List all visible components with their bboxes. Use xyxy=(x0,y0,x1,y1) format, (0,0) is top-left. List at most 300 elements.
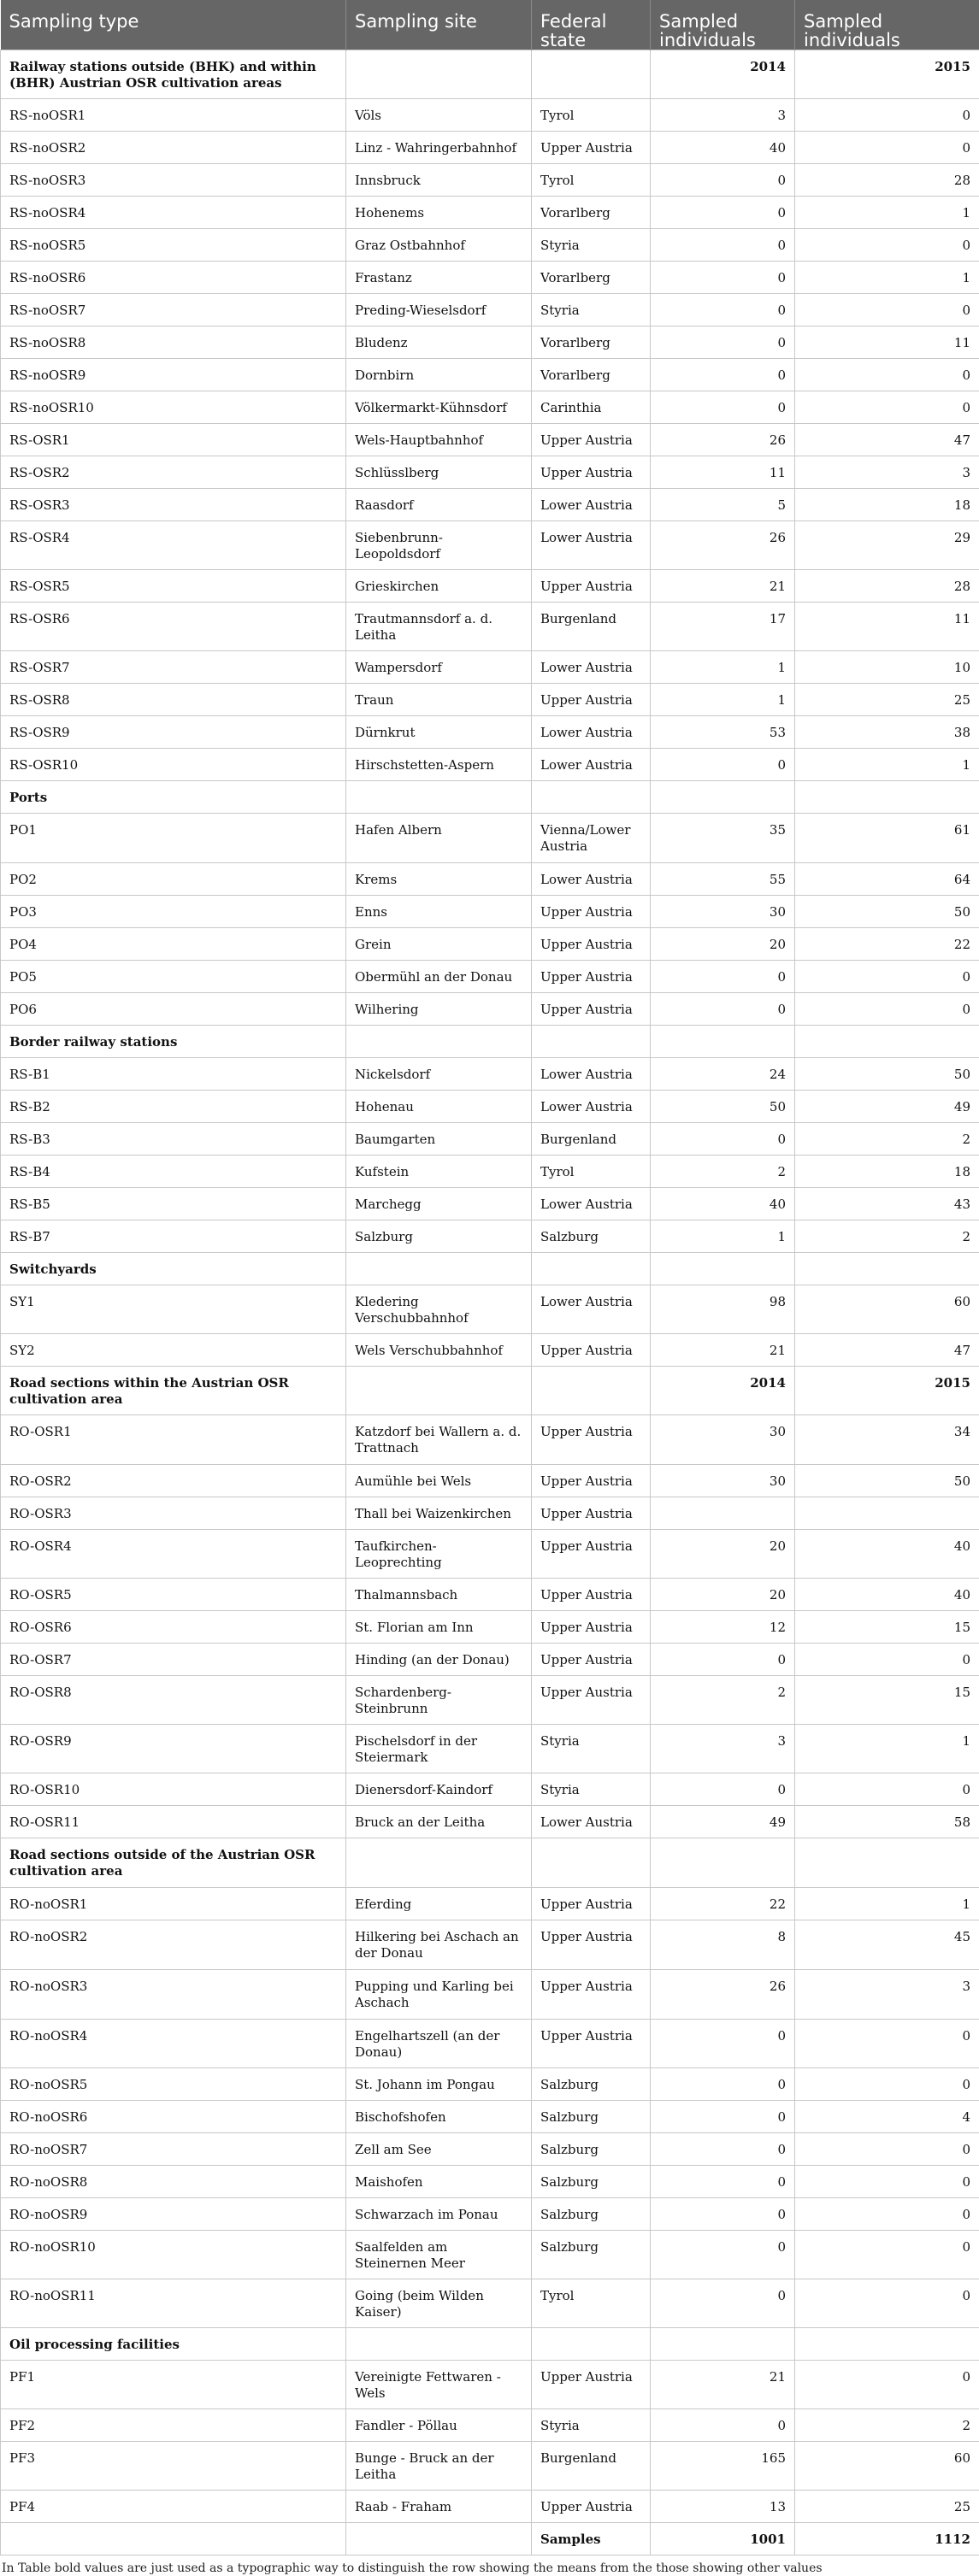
section-row xyxy=(1,2328,979,2361)
header-row xyxy=(1,0,979,50)
federal-state-cell: Upper Austria xyxy=(532,961,651,993)
section-row xyxy=(1,1838,979,1888)
sampling-type-cell: RO-OSR7 xyxy=(1,1644,346,1676)
sampling-site-cell: Trautmannsdorf a. d. Leitha xyxy=(346,603,532,651)
sampling-site-cell: Pupping und Karling bei Aschach xyxy=(346,1970,532,2020)
sampling-site-cell: Bischofshofen xyxy=(346,2101,532,2133)
count-2014-cell: 26 xyxy=(651,521,795,570)
sampling-type-cell: RS-OSR3 xyxy=(1,489,346,521)
count-2015-cell: 3 xyxy=(795,1970,979,2020)
sampling-type-cell: RO-OSR6 xyxy=(1,1611,346,1644)
federal-state-cell: Upper Austria xyxy=(532,1497,651,1530)
count-2015-cell: 64 xyxy=(795,863,979,896)
sampling-site-cell: Grein xyxy=(346,928,532,961)
table-row xyxy=(1,651,979,684)
table-row xyxy=(1,896,979,928)
count-2015-cell: 0 xyxy=(795,2198,979,2231)
table-row xyxy=(1,716,979,749)
sampling-type-cell: RS-OSR1 xyxy=(1,424,346,456)
table-row xyxy=(1,197,979,229)
federal-state-cell: Lower Austria xyxy=(532,749,651,781)
count-2015-cell: 2 xyxy=(795,1220,979,1253)
federal-state-cell: Burgenland xyxy=(532,1123,651,1156)
count-2014-cell: 53 xyxy=(651,716,795,749)
table-row xyxy=(1,1415,979,1465)
count-2015-cell: 0 xyxy=(795,2068,979,2101)
sampling-site-cell: Dienersdorf-Kaindorf xyxy=(346,1773,532,1806)
federal-state-cell: Vienna/Lower Austria xyxy=(532,814,651,863)
sampling-site-cell: Baumgarten xyxy=(346,1123,532,1156)
sampling-site-cell xyxy=(346,781,532,814)
count-2015-cell: 47 xyxy=(795,424,979,456)
federal-state-cell: Samples xyxy=(532,2523,651,2555)
count-2015-cell: 0 xyxy=(795,2020,979,2068)
count-2015-cell: 40 xyxy=(795,1579,979,1611)
federal-state-cell xyxy=(532,2328,651,2361)
count-2015-cell: 1 xyxy=(795,1725,979,1773)
sampling-type-cell: RS-OSR5 xyxy=(1,570,346,603)
count-2015-cell: 43 xyxy=(795,1188,979,1220)
count-2015-cell: 1 xyxy=(795,1888,979,1920)
sampling-site-cell: Dürnkrut xyxy=(346,716,532,749)
count-2014-cell xyxy=(651,1026,795,1058)
count-2015-cell: 22 xyxy=(795,928,979,961)
table-row xyxy=(1,1970,979,2020)
federal-state-cell: Lower Austria xyxy=(532,489,651,521)
sampling-site-cell: Hilkering bei Aschach an der Donau xyxy=(346,1920,532,1970)
federal-state-cell: Upper Austria xyxy=(532,1970,651,2020)
sampling-site-cell: Dornbirn xyxy=(346,359,532,391)
sampling-site-cell: Obermühl an der Donau xyxy=(346,961,532,993)
count-2015-cell xyxy=(795,1838,979,1888)
section-row xyxy=(1,50,979,99)
count-2014-cell: 1 xyxy=(651,1220,795,1253)
table-row xyxy=(1,1773,979,1806)
section-row xyxy=(1,1367,979,1415)
federal-state-cell: Burgenland xyxy=(532,603,651,651)
sampling-site-cell: Going (beim Wilden Kaiser) xyxy=(346,2279,532,2328)
count-2015-cell: 50 xyxy=(795,896,979,928)
table-row xyxy=(1,489,979,521)
federal-state-cell: Lower Austria xyxy=(532,1806,651,1838)
sampling-type-cell: RS-OSR6 xyxy=(1,603,346,651)
sampling-site-cell: Kufstein xyxy=(346,1156,532,1188)
federal-state-cell: Salzburg xyxy=(532,2231,651,2279)
count-2014-cell: 50 xyxy=(651,1091,795,1123)
sampling-site-cell xyxy=(346,1838,532,1888)
count-2014-cell: 0 xyxy=(651,1773,795,1806)
count-2014-cell: 30 xyxy=(651,1465,795,1497)
count-2014-cell: 0 xyxy=(651,2409,795,2442)
count-2014-cell: 21 xyxy=(651,570,795,603)
section-row xyxy=(1,1026,979,1058)
sampling-type-cell: RS-noOSR7 xyxy=(1,294,346,326)
sampling-type-cell: Road sections within the Austrian OSR cultivation area xyxy=(1,1367,346,1415)
table-row xyxy=(1,2068,979,2101)
table-row xyxy=(1,1188,979,1220)
table-row xyxy=(1,326,979,359)
federal-state-cell: Upper Austria xyxy=(532,1465,651,1497)
sampling-site-cell: Katzdorf bei Wallern a. d. Trattnach xyxy=(346,1415,532,1465)
sampling-type-cell: RS-noOSR4 xyxy=(1,197,346,229)
table-row xyxy=(1,2198,979,2231)
sampling-site-cell: Linz - Wahringerbahnhof xyxy=(346,132,532,164)
federal-state-cell: Upper Austria xyxy=(532,2491,651,2523)
federal-state-cell: Vorarlberg xyxy=(532,326,651,359)
sampling-site-cell xyxy=(346,1253,532,1285)
count-2015-cell: 60 xyxy=(795,2442,979,2491)
count-2014-cell: 40 xyxy=(651,1188,795,1220)
count-2014-cell: 1 xyxy=(651,684,795,716)
table-row xyxy=(1,1465,979,1497)
sampling-site-cell: Eferding xyxy=(346,1888,532,1920)
sampling-type-cell: PF3 xyxy=(1,2442,346,2491)
sampling-site-cell: Wampersdorf xyxy=(346,651,532,684)
sampling-site-cell: Preding-Wieselsdorf xyxy=(346,294,532,326)
sampling-site-cell: Thalmannsbach xyxy=(346,1579,532,1611)
table-row xyxy=(1,814,979,863)
sampling-type-cell: RS-B2 xyxy=(1,1091,346,1123)
table-header xyxy=(1,0,979,50)
count-2014-cell: 0 xyxy=(651,197,795,229)
count-2014-cell: 24 xyxy=(651,1058,795,1091)
count-2014-cell: 165 xyxy=(651,2442,795,2491)
table-row xyxy=(1,2361,979,2409)
sampling-type-cell: Railway stations outside (BHK) and within (BHR) Austrian OSR cultivation areas xyxy=(1,50,346,99)
count-2014-cell: 8 xyxy=(651,1920,795,1970)
federal-state-cell: Vorarlberg xyxy=(532,359,651,391)
sampling-site-cell: St. Florian am Inn xyxy=(346,1611,532,1644)
table-row xyxy=(1,684,979,716)
count-2014-cell: 11 xyxy=(651,456,795,489)
count-2014-cell: 20 xyxy=(651,1530,795,1579)
count-2015-cell: 0 xyxy=(795,359,979,391)
sampling-site-cell: Völs xyxy=(346,99,532,132)
table-row xyxy=(1,521,979,570)
count-2014-cell: 35 xyxy=(651,814,795,863)
sampling-type-cell: Oil processing facilities xyxy=(1,2328,346,2361)
count-2014-cell: 0 xyxy=(651,961,795,993)
count-2015-cell: 0 xyxy=(795,99,979,132)
count-2014-cell: 0 xyxy=(651,359,795,391)
count-2015-cell: 49 xyxy=(795,1091,979,1123)
federal-state-cell xyxy=(532,1367,651,1415)
sampling-site-cell: Frastanz xyxy=(346,262,532,294)
sampling-type-cell: RS-OSR4 xyxy=(1,521,346,570)
table-row xyxy=(1,993,979,1026)
count-2014-cell: 0 xyxy=(651,262,795,294)
sampling-site-cell: Wels Verschubbahnhof xyxy=(346,1334,532,1367)
table-row xyxy=(1,164,979,197)
table-row xyxy=(1,2442,979,2491)
count-2014-cell: 0 xyxy=(651,294,795,326)
count-2014-cell: 13 xyxy=(651,2491,795,2523)
federal-state-cell: Tyrol xyxy=(532,164,651,197)
count-2014-cell: 49 xyxy=(651,1806,795,1838)
table-row xyxy=(1,1806,979,1838)
sampling-site-cell: Bruck an der Leitha xyxy=(346,1806,532,1838)
count-2014-cell: 0 xyxy=(651,164,795,197)
count-2014-cell: 1001 xyxy=(651,2523,795,2555)
federal-state-cell: Lower Austria xyxy=(532,651,651,684)
table-row xyxy=(1,961,979,993)
count-2014-cell: 22 xyxy=(651,1888,795,1920)
sampling-type-cell: PO2 xyxy=(1,863,346,896)
sampling-type-cell: PO1 xyxy=(1,814,346,863)
count-2015-cell: 29 xyxy=(795,521,979,570)
count-2015-cell: 15 xyxy=(795,1611,979,1644)
sampling-site-cell: Krems xyxy=(346,863,532,896)
sampling-site-cell: Bludenz xyxy=(346,326,532,359)
table-row xyxy=(1,1058,979,1091)
table-row xyxy=(1,1579,979,1611)
count-2014-cell: 2014 xyxy=(651,1367,795,1415)
count-2015-cell: 18 xyxy=(795,1156,979,1188)
sampling-site-cell: Zell am See xyxy=(346,2133,532,2166)
sampling-site-cell xyxy=(346,50,532,99)
sampling-type-cell: RS-noOSR10 xyxy=(1,391,346,424)
count-2014-cell: 0 xyxy=(651,2020,795,2068)
table-row xyxy=(1,1123,979,1156)
count-2015-cell: 2 xyxy=(795,1123,979,1156)
sampling-type-cell: SY1 xyxy=(1,1285,346,1334)
sampling-site-cell: Salzburg xyxy=(346,1220,532,1253)
count-2014-cell: 0 xyxy=(651,2279,795,2328)
table-body xyxy=(1,50,979,2555)
sampling-type-cell: RO-noOSR4 xyxy=(1,2020,346,2068)
section-row xyxy=(1,781,979,814)
count-2015-cell: 10 xyxy=(795,651,979,684)
federal-state-cell: Vorarlberg xyxy=(532,197,651,229)
sampling-site-cell: Grieskirchen xyxy=(346,570,532,603)
sampling-type-cell: RO-noOSR2 xyxy=(1,1920,346,1970)
sampling-type-cell: Border railway stations xyxy=(1,1026,346,1058)
federal-state-cell: Lower Austria xyxy=(532,716,651,749)
count-2015-cell: 50 xyxy=(795,1058,979,1091)
count-2014-cell: 0 xyxy=(651,2101,795,2133)
sampling-type-cell: RO-noOSR1 xyxy=(1,1888,346,1920)
count-2014-cell xyxy=(651,1497,795,1530)
federal-state-cell: Upper Austria xyxy=(532,424,651,456)
table-row xyxy=(1,132,979,164)
federal-state-cell: Salzburg xyxy=(532,1220,651,1253)
count-2015-cell: 47 xyxy=(795,1334,979,1367)
sampling-site-cell: Wilhering xyxy=(346,993,532,1026)
sampling-type-cell: RS-B1 xyxy=(1,1058,346,1091)
table-row xyxy=(1,749,979,781)
sampling-type-cell: RS-noOSR2 xyxy=(1,132,346,164)
sampling-type-cell: RS-OSR10 xyxy=(1,749,346,781)
sampling-type-cell: RO-OSR10 xyxy=(1,1773,346,1806)
count-2015-cell: 2 xyxy=(795,2409,979,2442)
count-2014-cell: 98 xyxy=(651,1285,795,1334)
table-row xyxy=(1,391,979,424)
sampling-type-cell: RS-noOSR8 xyxy=(1,326,346,359)
section-row xyxy=(1,1253,979,1285)
count-2015-cell: 58 xyxy=(795,1806,979,1838)
federal-state-cell: Upper Austria xyxy=(532,993,651,1026)
federal-state-cell: Upper Austria xyxy=(532,1676,651,1725)
count-2014-cell: 0 xyxy=(651,2231,795,2279)
federal-state-cell: Upper Austria xyxy=(532,570,651,603)
count-2015-cell: 60 xyxy=(795,1285,979,1334)
federal-state-cell xyxy=(532,1838,651,1888)
count-2015-cell xyxy=(795,1026,979,1058)
count-2014-cell: 55 xyxy=(651,863,795,896)
table-row xyxy=(1,1611,979,1644)
table-row xyxy=(1,2133,979,2166)
sampling-site-cell: Hohenau xyxy=(346,1091,532,1123)
count-2014-cell: 12 xyxy=(651,1611,795,1644)
federal-state-cell: Salzburg xyxy=(532,2166,651,2198)
count-2014-cell: 26 xyxy=(651,1970,795,2020)
federal-state-cell: Upper Austria xyxy=(532,1415,651,1465)
count-2015-cell: 0 xyxy=(795,2361,979,2409)
sampling-site-cell: Hinding (an der Donau) xyxy=(346,1644,532,1676)
sampling-type-cell: Road sections outside of the Austrian OSR cultivation area xyxy=(1,1838,346,1888)
federal-state-cell: Styria xyxy=(532,2409,651,2442)
count-2014-cell: 20 xyxy=(651,1579,795,1611)
count-2015-cell: 1 xyxy=(795,197,979,229)
count-2014-cell: 20 xyxy=(651,928,795,961)
federal-state-cell: Burgenland xyxy=(532,2442,651,2491)
count-2015-cell: 1 xyxy=(795,262,979,294)
count-2015-cell: 2015 xyxy=(795,50,979,99)
sampling-site-cell: Schardenberg-Steinbrunn xyxy=(346,1676,532,1725)
sampling-type-cell: PO5 xyxy=(1,961,346,993)
count-2015-cell: 34 xyxy=(795,1415,979,1465)
table-row xyxy=(1,2279,979,2328)
federal-state-cell xyxy=(532,1026,651,1058)
sampling-type-cell: RO-OSR2 xyxy=(1,1465,346,1497)
table-row xyxy=(1,2020,979,2068)
header-sampled-individuals-2015: Sampled individuals xyxy=(795,0,979,50)
sampling-site-cell: Schwarzach im Ponau xyxy=(346,2198,532,2231)
sampling-site-cell: Raab - Fraham xyxy=(346,2491,532,2523)
count-2014-cell: 0 xyxy=(651,1644,795,1676)
count-2015-cell: 25 xyxy=(795,684,979,716)
table-footnote: In Table bold values are just used as a typographic way to distinguish the row showing the means from the those showing other values xyxy=(0,2555,979,2576)
sampling-type-cell: RS-noOSR6 xyxy=(1,262,346,294)
count-2014-cell: 3 xyxy=(651,1725,795,1773)
sampling-site-cell: St. Johann im Pongau xyxy=(346,2068,532,2101)
count-2015-cell: 0 xyxy=(795,391,979,424)
count-2014-cell: 0 xyxy=(651,229,795,262)
sampling-type-cell: PO4 xyxy=(1,928,346,961)
table-row xyxy=(1,1530,979,1579)
federal-state-cell: Upper Austria xyxy=(532,684,651,716)
table-row xyxy=(1,2231,979,2279)
federal-state-cell: Upper Austria xyxy=(532,1644,651,1676)
table-row xyxy=(1,1888,979,1920)
sampling-type-cell: RS-B3 xyxy=(1,1123,346,1156)
federal-state-cell: Lower Austria xyxy=(532,521,651,570)
sampling-site-cell: Hohenems xyxy=(346,197,532,229)
count-2014-cell: 0 xyxy=(651,2198,795,2231)
count-2015-cell: 0 xyxy=(795,1773,979,1806)
sampling-type-cell: RS-OSR8 xyxy=(1,684,346,716)
count-2015-cell: 0 xyxy=(795,1644,979,1676)
sampling-type-cell: Switchyards xyxy=(1,1253,346,1285)
federal-state-cell: Salzburg xyxy=(532,2133,651,2166)
federal-state-cell: Upper Austria xyxy=(532,928,651,961)
count-2015-cell: 0 xyxy=(795,2133,979,2166)
federal-state-cell: Salzburg xyxy=(532,2101,651,2133)
sampling-site-cell xyxy=(346,2328,532,2361)
count-2015-cell xyxy=(795,2328,979,2361)
federal-state-cell: Styria xyxy=(532,294,651,326)
sampling-type-cell: RS-OSR2 xyxy=(1,456,346,489)
sampling-type-cell: RO-noOSR5 xyxy=(1,2068,346,2101)
federal-state-cell: Salzburg xyxy=(532,2198,651,2231)
count-2014-cell: 0 xyxy=(651,993,795,1026)
count-2015-cell: 4 xyxy=(795,2101,979,2133)
count-2015-cell: 0 xyxy=(795,993,979,1026)
sampling-site-cell: Graz Ostbahnhof xyxy=(346,229,532,262)
count-2014-cell: 2014 xyxy=(651,50,795,99)
sampling-type-cell: PO3 xyxy=(1,896,346,928)
federal-state-cell xyxy=(532,50,651,99)
federal-state-cell xyxy=(532,781,651,814)
sampling-site-cell: Schlüsslberg xyxy=(346,456,532,489)
count-2014-cell: 0 xyxy=(651,1123,795,1156)
sampling-site-cell: Innsbruck xyxy=(346,164,532,197)
table-row xyxy=(1,424,979,456)
federal-state-cell: Upper Austria xyxy=(532,1920,651,1970)
sampling-site-cell: Saalfelden am Steinernen Meer xyxy=(346,2231,532,2279)
sampling-site-cell xyxy=(346,1026,532,1058)
total-row xyxy=(1,2523,979,2555)
federal-state-cell: Styria xyxy=(532,1773,651,1806)
table-row xyxy=(1,863,979,896)
count-2015-cell: 0 xyxy=(795,294,979,326)
sampling-type-cell: RO-noOSR6 xyxy=(1,2101,346,2133)
count-2015-cell: 0 xyxy=(795,961,979,993)
federal-state-cell: Lower Austria xyxy=(532,863,651,896)
sampling-type-cell: RO-OSR9 xyxy=(1,1725,346,1773)
count-2014-cell: 30 xyxy=(651,1415,795,1465)
sampling-type-cell: RS-OSR7 xyxy=(1,651,346,684)
sampling-type-cell: RO-OSR4 xyxy=(1,1530,346,1579)
sampling-site-cell: Pischelsdorf in der Steiermark xyxy=(346,1725,532,1773)
sampling-type-cell: SY2 xyxy=(1,1334,346,1367)
federal-state-cell: Upper Austria xyxy=(532,2020,651,2068)
table-row xyxy=(1,1725,979,1773)
sampling-type-cell: RO-noOSR9 xyxy=(1,2198,346,2231)
count-2015-cell xyxy=(795,1497,979,1530)
table-row xyxy=(1,229,979,262)
count-2015-cell: 0 xyxy=(795,132,979,164)
federal-state-cell: Upper Austria xyxy=(532,1888,651,1920)
sampling-site-cell: Wels-Hauptbahnhof xyxy=(346,424,532,456)
federal-state-cell xyxy=(532,1253,651,1285)
federal-state-cell: Upper Austria xyxy=(532,2361,651,2409)
table-row xyxy=(1,1285,979,1334)
table-row xyxy=(1,1091,979,1123)
count-2015-cell xyxy=(795,1253,979,1285)
count-2014-cell: 0 xyxy=(651,2133,795,2166)
count-2014-cell xyxy=(651,1838,795,1888)
count-2015-cell: 1 xyxy=(795,749,979,781)
sampling-type-cell: RO-noOSR3 xyxy=(1,1970,346,2020)
table-row xyxy=(1,570,979,603)
sampling-site-cell: Marchegg xyxy=(346,1188,532,1220)
table-row xyxy=(1,928,979,961)
header-federal-state: Federal state xyxy=(532,0,651,50)
table-row xyxy=(1,1920,979,1970)
sampling-type-cell: RS-OSR9 xyxy=(1,716,346,749)
count-2014-cell xyxy=(651,781,795,814)
